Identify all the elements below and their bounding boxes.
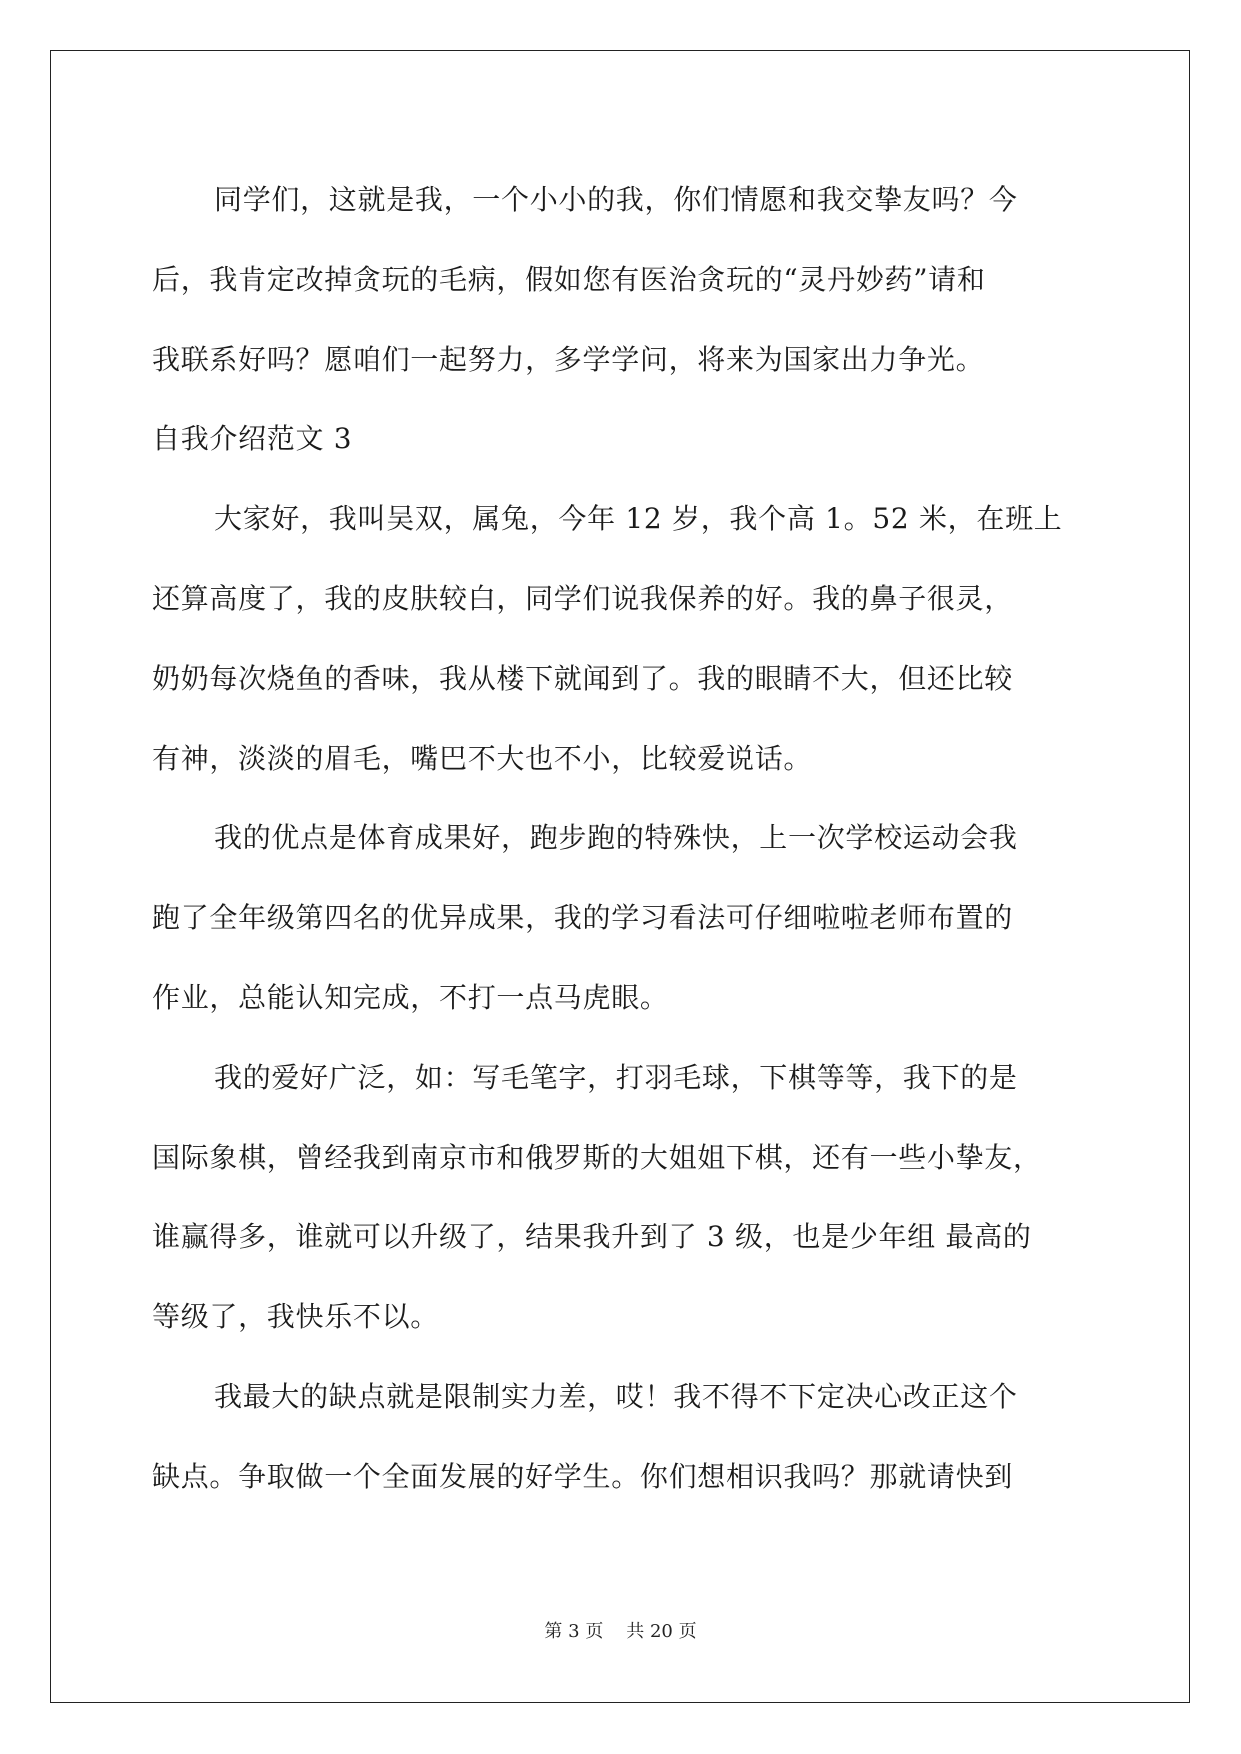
text-line: 我的爱好广泛，如：写毛笔字，打羽毛球，下棋等等，我下的是 (214, 1060, 1018, 1094)
paragraph (152, 479, 1090, 798)
text-line: 缺点。争取做一个全面发展的好学生。你们想相识我吗？那就请快到 (152, 1459, 1014, 1493)
text-line: 我最大的缺点就是限制实力差，哎！我不得不下定决心改正这个 (214, 1379, 1018, 1413)
page-total: 共 20 页 (626, 1621, 697, 1642)
paragraph (152, 798, 1090, 1037)
document-body (152, 160, 1090, 1517)
text-line: 奶奶每次烧鱼的香味，我从楼下就闻到了。我的眼睛不大，但还比较 (152, 661, 1014, 695)
paragraph (152, 1038, 1090, 1357)
text-line: 还算高度了，我的皮肤较白，同学们说我保养的好。我的鼻子很灵， (152, 581, 1014, 615)
text-line: 我联系好吗？愿咱们一起努力，多学学问，将来为国家出力争光。 (152, 342, 985, 376)
text-line: 我的优点是体育成果好，跑步跑的特殊快，上一次学校运动会我 (214, 821, 1018, 855)
text-line: 跑了全年级第四名的优异成果，我的学习看法可仔细啦啦老师布置的 (152, 901, 1014, 935)
text-line: 后，我肯定改掉贪玩的毛病，假如您有医治贪玩的“灵丹妙药”请和 (152, 262, 986, 296)
text-line: 谁赢得多，谁就可以升级了，结果我升到了 3 级，也是少年组 最高的 (152, 1220, 1032, 1254)
text-line: 大家好，我叫吴双，属兔，今年 12 岁，我个高 1。52 米，在班上 (214, 502, 1063, 536)
page-footer (0, 1617, 1241, 1643)
text-line: 有神，淡淡的眉毛，嘴巴不大也不小，比较爱说话。 (152, 741, 813, 775)
text-line: 同学们，这就是我，一个小小的我，你们情愿和我交挚友吗？今 (214, 183, 1018, 216)
paragraph (152, 1357, 1090, 1517)
text-line: 自我介绍范文 3 (152, 422, 353, 456)
text-line: 国际象棋，曾经我到南京市和俄罗斯的大姐姐下棋，还有一些小挚友， (152, 1140, 1042, 1174)
paragraph (152, 160, 1090, 399)
text-line: 作业，总能认知完成，不打一点马虎眼。 (152, 980, 669, 1014)
page-number: 第 3 页 (544, 1621, 604, 1642)
text-line: 等级了，我快乐不以。 (152, 1300, 440, 1334)
section-heading (152, 399, 1090, 479)
